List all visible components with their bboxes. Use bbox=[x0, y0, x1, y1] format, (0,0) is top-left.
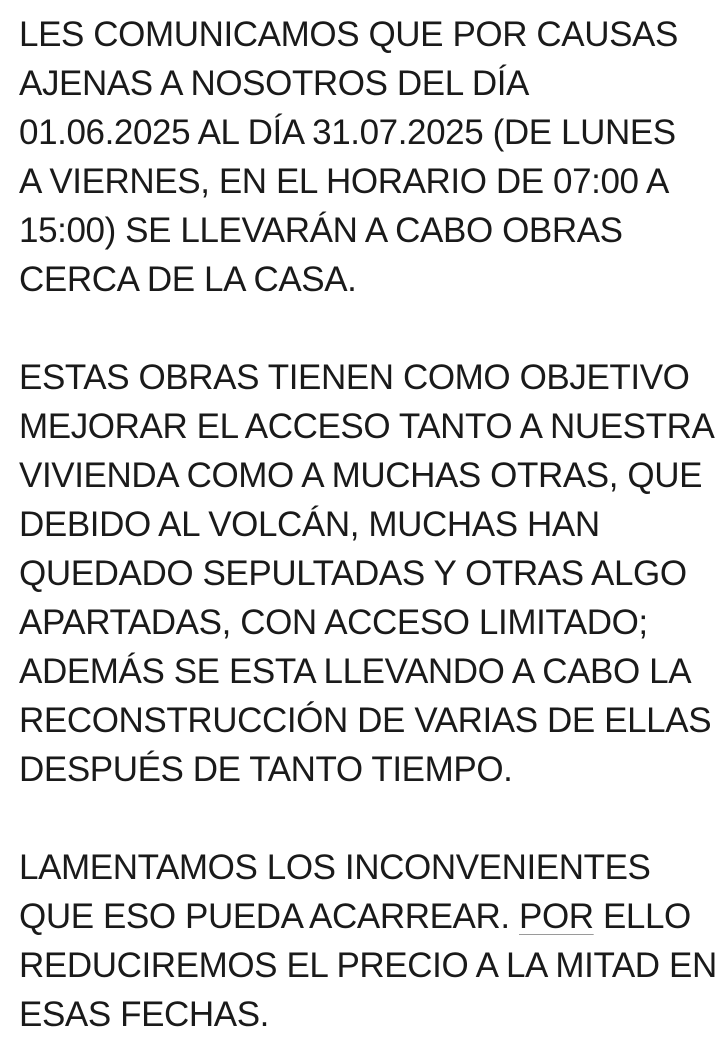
text-line: CERCA DE LA CASA. bbox=[19, 260, 357, 299]
text-segment: ELLO bbox=[593, 897, 691, 936]
text-line: REDUCIREMOS EL PRECIO A LA MITAD EN bbox=[19, 946, 717, 985]
notice-document bbox=[19, 10, 719, 1039]
text-line: MEJORAR EL ACCESO TANTO A NUESTRA bbox=[19, 407, 715, 446]
text-line: 01.06.2025 AL DÍA 31.07.2025 (DE LUNES bbox=[19, 113, 676, 152]
text-line: 15:00) SE LLEVARÁN A CABO OBRAS bbox=[19, 211, 623, 250]
text-line: ADEMÁS SE ESTA LLEVANDO A CABO LA bbox=[19, 652, 692, 691]
text-line: LES COMUNICAMOS QUE POR CAUSAS bbox=[19, 15, 678, 54]
text-line: RECONSTRUCCIÓN DE VARIAS DE ELLAS bbox=[19, 701, 712, 740]
text-line: AJENAS A NOSOTROS DEL DÍA bbox=[19, 64, 529, 103]
underlined-word: POR bbox=[519, 897, 594, 936]
text-line: VIVIENDA COMO A MUCHAS OTRAS, QUE bbox=[19, 456, 703, 495]
text-line: A VIERNES, EN EL HORARIO DE 07:00 A bbox=[19, 162, 669, 201]
text-line: ESAS FECHAS. bbox=[19, 995, 269, 1034]
notice-paragraph-2 bbox=[19, 353, 719, 794]
text-line: DESPUÉS DE TANTO TIEMPO. bbox=[19, 750, 513, 789]
text-line: APARTADAS, CON ACCESO LIMITADO; bbox=[19, 603, 648, 642]
notice-paragraph-1 bbox=[19, 10, 719, 304]
notice-paragraph-3 bbox=[19, 843, 719, 1039]
text-line: QUEDADO SEPULTADAS Y OTRAS ALGO bbox=[19, 554, 687, 593]
text-line: LAMENTAMOS LOS INCONVENIENTES bbox=[19, 848, 651, 887]
text-line: DEBIDO AL VOLCÁN, MUCHAS HAN bbox=[19, 505, 600, 544]
text-segment: QUE ESO PUEDA ACARREAR. bbox=[19, 897, 519, 936]
text-line: ESTAS OBRAS TIENEN COMO OBJETIVO bbox=[19, 358, 690, 397]
text-line-with-underline bbox=[19, 892, 719, 941]
